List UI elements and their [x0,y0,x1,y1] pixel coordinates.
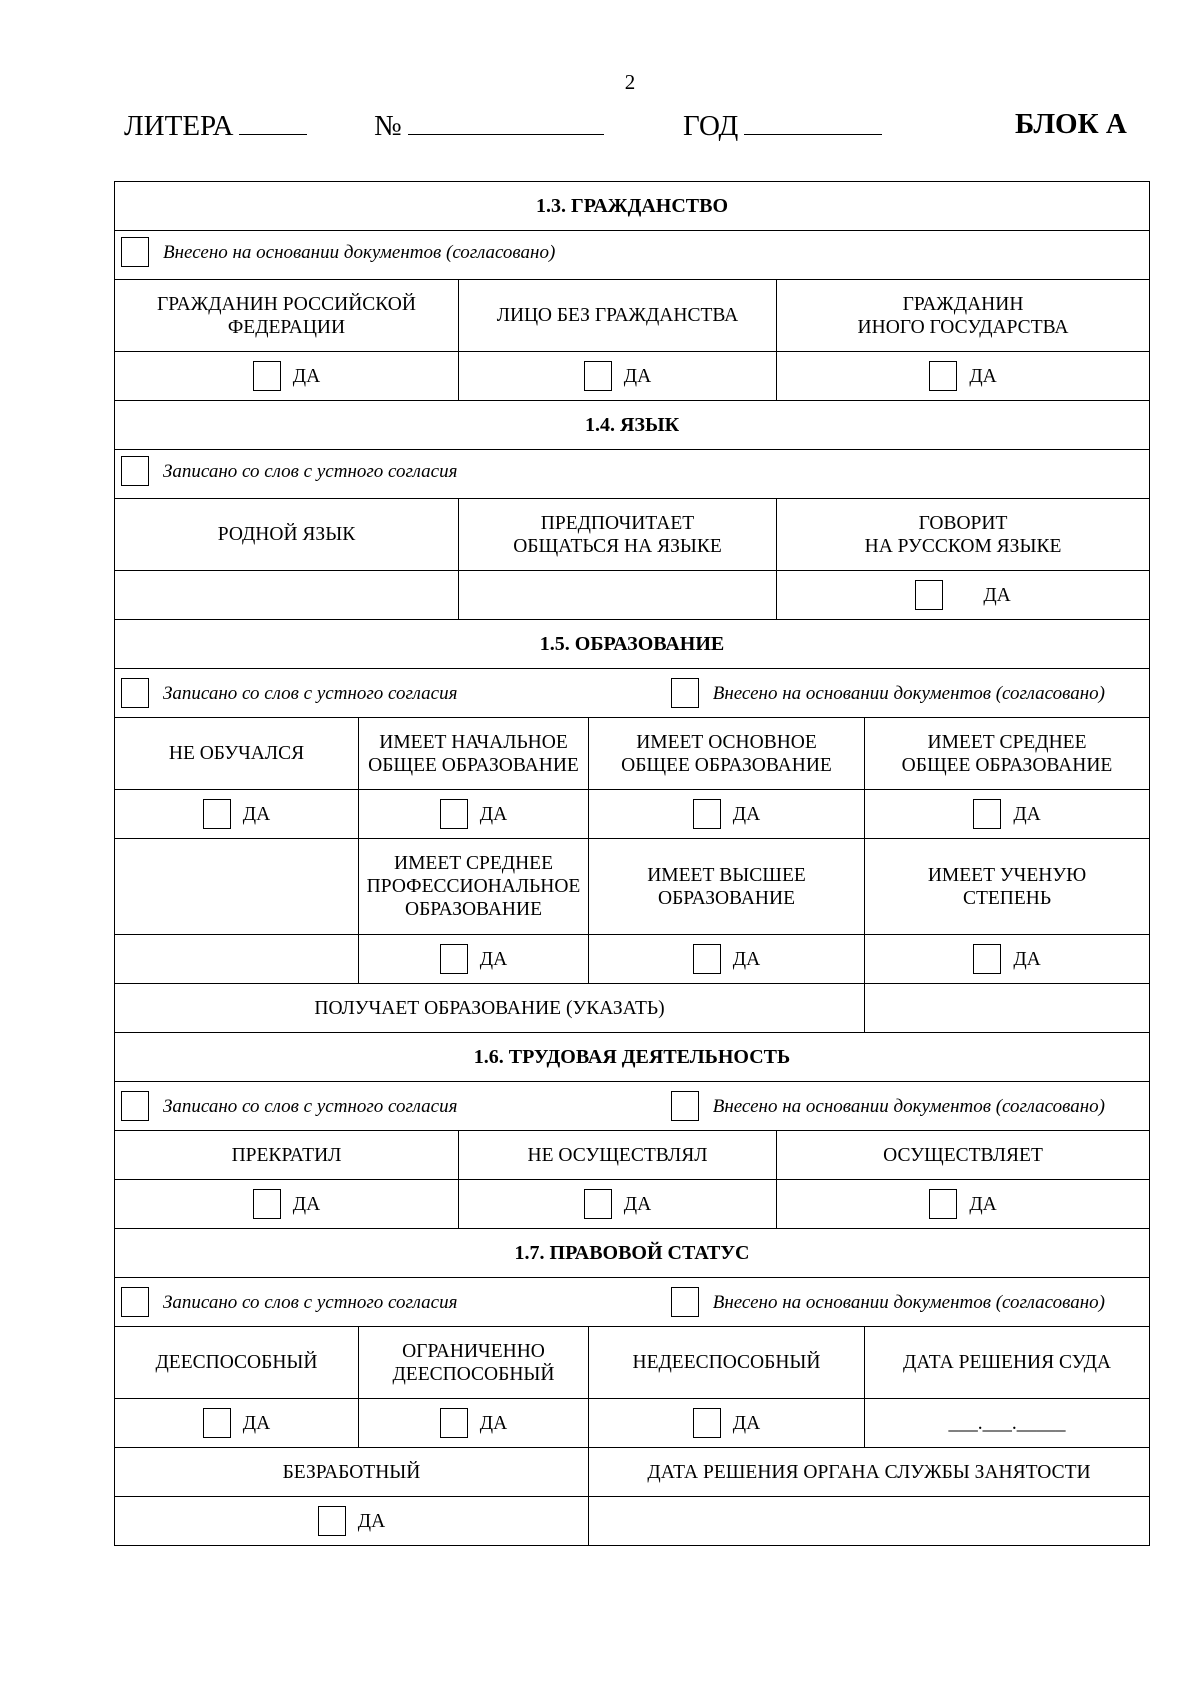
employment-oral-consent-checkbox[interactable] [121,1091,149,1121]
yes-label: ДА [357,1510,386,1532]
primary-education-yes-cell [359,790,589,839]
preferred-language-input-cell[interactable] [459,571,777,620]
language-note-text: Записано со слов с устного согласия [163,460,458,482]
employment-documents-checkbox[interactable] [671,1091,699,1121]
unemployed-header: БЕЗРАБОТНЫЙ [115,1448,589,1497]
employment-service-date-input-cell[interactable] [589,1497,1150,1546]
legal-note-cell [115,1278,1150,1327]
employment-note-right: Внесено на основании документов (согласовано) [712,1095,1106,1117]
speaks-russian-checkbox[interactable] [915,580,943,610]
legal-note-right: Внесено на основании документов (согласовано) [712,1291,1106,1313]
citizenship-documents-checkbox[interactable] [121,237,149,267]
secondary-education-yes-cell [865,790,1150,839]
unemployed-yes-cell [115,1497,589,1546]
citizenship-note-cell [115,231,1150,280]
citizenship-rf-header: ГРАЖДАНИН РОССИЙСКОЙ ФЕДЕРАЦИИ [115,280,459,352]
basic-education-checkbox[interactable] [693,799,721,829]
incapable-checkbox[interactable] [693,1408,721,1438]
litera-label: ЛИТЕРА [124,110,234,142]
secondary-education-header: ИМЕЕТ СРЕДНЕЕ ОБЩЕЕ ОБРАЗОВАНИЕ [865,718,1150,790]
academic-degree-yes-cell [865,935,1150,984]
employment-service-date-header: ДАТА РЕШЕНИЯ ОРГАНА СЛУЖБЫ ЗАНЯТОСТИ [589,1448,1150,1497]
language-title: 1.4. ЯЗЫК [115,401,1150,450]
page-number: 2 [624,70,636,94]
vocational-education-yes-cell [359,935,589,984]
education-note-left: Записано со слов с устного согласия [163,682,458,704]
empty-cell [115,935,359,984]
yes-label: ДА [479,1412,508,1434]
limited-capable-yes-cell [359,1399,589,1448]
number-label: № [374,110,402,142]
yes-label: ДА [623,1193,652,1215]
language-note-cell [115,450,1150,499]
capable-checkbox[interactable] [203,1408,231,1438]
legal-title: 1.7. ПРАВОВОЙ СТАТУС [115,1229,1150,1278]
speaks-russian-header: ГОВОРИТ НА РУССКОМ ЯЗЫКЕ [777,499,1150,571]
working-yes-cell [777,1180,1150,1229]
citizenship-title: 1.3. ГРАЖДАНСТВО [115,182,1150,231]
primary-education-header: ИМЕЕТ НАЧАЛЬНОЕ ОБЩЕЕ ОБРАЗОВАНИЕ [359,718,589,790]
citizenship-foreign-checkbox[interactable] [929,361,957,391]
block-label: БЛОК А [1015,108,1127,140]
stopped-work-yes-cell [115,1180,459,1229]
court-date-blank: ___.___._____ [948,1412,1066,1434]
number-field [374,108,604,143]
preferred-language-header: ПРЕДПОЧИТАЕТ ОБЩАТЬСЯ НА ЯЗЫКЕ [459,499,777,571]
yes-label: ДА [732,803,761,825]
yes-label: ДА [623,365,652,387]
never-worked-header: НЕ ОСУЩЕСТВЛЯЛ [459,1131,777,1180]
employment-note-left: Записано со слов с устного согласия [163,1095,458,1117]
language-oral-consent-checkbox[interactable] [121,456,149,486]
yes-label: ДА [292,1193,321,1215]
year-label: ГОД [683,110,739,142]
stopped-work-header: ПРЕКРАТИЛ [115,1131,459,1180]
no-education-header: НЕ ОБУЧАЛСЯ [115,718,359,790]
yes-label: ДА [479,803,508,825]
employment-note-cell [115,1082,1150,1131]
citizenship-note-text: Внесено на основании документов (согласовано) [163,241,556,263]
limited-capable-checkbox[interactable] [440,1408,468,1438]
education-note-right: Внесено на основании документов (согласовано) [712,682,1106,704]
legal-documents-checkbox[interactable] [671,1287,699,1317]
higher-education-yes-cell [589,935,865,984]
academic-degree-header: ИМЕЕТ УЧЕНУЮ СТЕПЕНЬ [865,839,1150,935]
capable-yes-cell [115,1399,359,1448]
basic-education-yes-cell [589,790,865,839]
year-field [683,108,882,143]
vocational-education-header: ИМЕЕТ СРЕДНЕЕ ПРОФЕССИОНАЛЬНОЕ ОБРАЗОВАНИЕ [359,839,589,935]
employment-title: 1.6. ТРУДОВАЯ ДЕЯТЕЛЬНОСТЬ [115,1033,1150,1082]
citizenship-foreign-yes-cell [777,352,1150,401]
questionnaire-table [114,181,1150,1546]
yes-label: ДА [242,803,271,825]
stopped-work-checkbox[interactable] [253,1189,281,1219]
working-header: ОСУЩЕСТВЛЯЕТ [777,1131,1150,1180]
citizenship-rf-checkbox[interactable] [253,361,281,391]
unemployed-checkbox[interactable] [318,1506,346,1536]
education-title: 1.5. ОБРАЗОВАНИЕ [115,620,1150,669]
year-input-line[interactable] [744,108,882,135]
education-documents-checkbox[interactable] [671,678,699,708]
higher-education-checkbox[interactable] [693,944,721,974]
no-education-yes-cell [115,790,359,839]
yes-label: ДА [732,1412,761,1434]
litera-input-line[interactable] [239,108,307,135]
working-checkbox[interactable] [929,1189,957,1219]
yes-label: ДА [292,365,321,387]
native-language-input-cell[interactable] [115,571,459,620]
limited-capable-header: ОГРАНИЧЕННО ДЕЕСПОСОБНЫЙ [359,1327,589,1399]
legal-note-left: Записано со слов с устного согласия [163,1291,458,1313]
basic-education-header: ИМЕЕТ ОСНОВНОЕ ОБЩЕЕ ОБРАЗОВАНИЕ [589,718,865,790]
receiving-education-label: ПОЛУЧАЕТ ОБРАЗОВАНИЕ (УКАЗАТЬ) [115,984,865,1033]
yes-label: ДА [479,948,508,970]
citizenship-stateless-yes-cell [459,352,777,401]
litera-field [124,108,307,143]
yes-label: ДА [969,1193,997,1215]
incapable-yes-cell [589,1399,865,1448]
court-date-header: ДАТА РЕШЕНИЯ СУДА [865,1327,1150,1399]
court-date-input[interactable] [865,1399,1150,1448]
education-oral-consent-checkbox[interactable] [121,678,149,708]
citizenship-rf-yes-cell [115,352,459,401]
capable-header: ДЕЕСПОСОБНЫЙ [115,1327,359,1399]
primary-education-checkbox[interactable] [440,799,468,829]
higher-education-header: ИМЕЕТ ВЫСШЕЕ ОБРАЗОВАНИЕ [589,839,865,935]
no-education-checkbox[interactable] [203,799,231,829]
citizenship-foreign-header: ГРАЖДАНИН ИНОГО ГОСУДАРСТВА [777,280,1150,352]
receiving-education-input-cell[interactable] [865,984,1150,1033]
citizenship-stateless-header: ЛИЦО БЕЗ ГРАЖДАНСТВА [459,280,777,352]
native-language-header: РОДНОЙ ЯЗЫК [115,499,459,571]
academic-degree-checkbox[interactable] [973,944,1001,974]
yes-label: ДА [983,584,1011,606]
never-worked-checkbox[interactable] [584,1189,612,1219]
citizenship-stateless-checkbox[interactable] [584,361,612,391]
secondary-education-checkbox[interactable] [973,799,1001,829]
vocational-education-checkbox[interactable] [440,944,468,974]
yes-label: ДА [732,948,761,970]
education-note-cell [115,669,1150,718]
empty-cell [115,839,359,935]
yes-label: ДА [1013,803,1041,825]
legal-oral-consent-checkbox[interactable] [121,1287,149,1317]
speaks-russian-yes-cell [777,571,1150,620]
number-input-line[interactable] [408,108,604,135]
yes-label: ДА [969,365,997,387]
incapable-header: НЕДЕЕСПОСОБНЫЙ [589,1327,865,1399]
never-worked-yes-cell [459,1180,777,1229]
yes-label: ДА [242,1412,271,1434]
yes-label: ДА [1013,948,1041,970]
